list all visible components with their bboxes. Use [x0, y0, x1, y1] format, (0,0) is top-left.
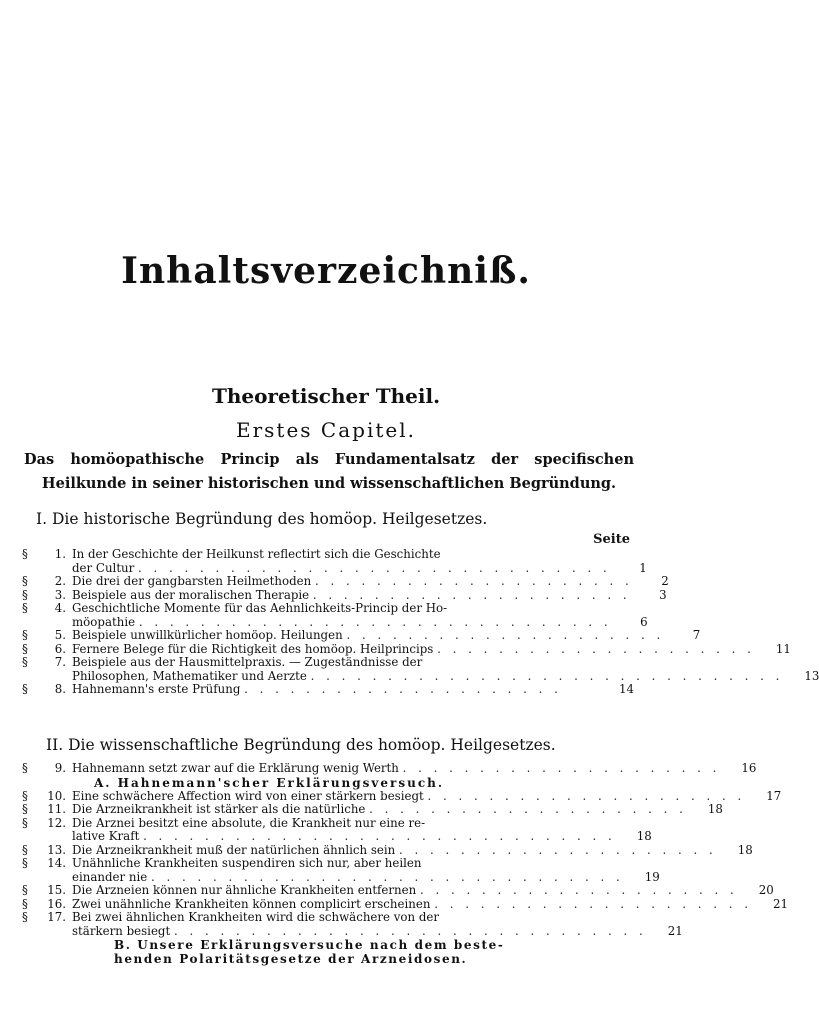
spacer: [36, 616, 72, 630]
leader-dots: . . . . . . . . . . . . . . . . . . . . .: [402, 761, 721, 775]
page-title: Inhaltsverzeichniß.: [121, 250, 531, 292]
section-sign: §: [22, 547, 28, 561]
leader-dots: . . . . . . . . . . . . . . . . . . . . . . . . . . . . . . .: [138, 560, 611, 575]
toc-entry: [22, 911, 634, 925]
spacer: [22, 670, 36, 684]
entry-title: Hahnemann's erste Prüfung . . . . . . . . . . . . . . . . . . . . .: [72, 682, 562, 696]
entry-page: 2: [661, 574, 669, 588]
entry-title: Unähnliche Krankheiten suspendiren sich nur, aber heilen: [72, 856, 422, 870]
entry-page: [598, 656, 634, 670]
entry-number: 11.: [47, 802, 66, 816]
toc-entry: [22, 842, 753, 858]
spacer: [22, 616, 36, 630]
entry-page: [598, 857, 634, 871]
section-sign: §: [22, 815, 28, 830]
spacer: [36, 925, 72, 939]
spacer: [36, 830, 72, 844]
entry-number: 5.: [54, 628, 66, 642]
toc-entry: [22, 817, 634, 831]
entry-title: Die Arzneikrankheit ist stärker als die natürliche . . . . . . . . . . . . . . . . . . . . .: [72, 802, 687, 816]
entry-page: 21: [772, 896, 788, 911]
leader-dots: . . . . . . . . . . . . . . . . . . . . .: [244, 682, 562, 696]
leader-dots: . . . . . . . . . . . . . . . . . . . . . . . . . . . . . . .: [143, 829, 616, 843]
entry-title: Beispiele aus der Hausmittelpraxis. — Zugeständnisse der: [72, 655, 423, 669]
section-sign: §: [22, 910, 28, 924]
entry-title: Geschichtliche Momente für das Aehnlichkeits-Princip der Ho-: [72, 601, 448, 615]
entry-title: Fernere Belege für die Richtigkeit des homöop. Heilprincips . . . . . . . . . . . . . . . . . . . . .: [72, 641, 755, 656]
spacer: [22, 925, 36, 939]
entry-page: [598, 817, 634, 831]
entry-number: 13.: [47, 842, 66, 857]
section-sign: §: [22, 655, 28, 669]
entry-title: Zwei unähnliche Krankheiten können complicirt erscheinen . . . . . . . . . . . . . . . . . . . . .: [72, 896, 752, 911]
entry-page: [598, 911, 634, 925]
entry-page: 20: [758, 883, 774, 897]
entry-page: 3: [659, 587, 667, 602]
subsection-a-heading: A. Hahnemann'scher Erklärungsversuch.: [94, 775, 445, 790]
toc-entry: [22, 883, 774, 898]
entry-page: 16: [741, 761, 757, 775]
section-sign: §: [22, 788, 28, 803]
section-sign: §: [22, 574, 28, 588]
toc-entry: [22, 548, 634, 562]
section-sign: §: [22, 641, 28, 656]
leader-dots: . . . . . . . . . . . . . . . . . . . . .: [434, 896, 752, 911]
entry-title: Beispiele aus der moralischen Therapie . . . . . . . . . . . . . . . . . . . . .: [72, 587, 631, 602]
section-sign: §: [22, 842, 28, 857]
entry-page: 18: [636, 829, 652, 843]
entry-page: 18: [737, 842, 753, 857]
entry-title-continuation: einander nie . . . . . . . . . . . . . . . . . . . . . . . . . . . . . . .: [72, 869, 624, 884]
entry-number: 6.: [54, 641, 66, 656]
leader-dots: . . . . . . . . . . . . . . . . . . . . . . . . . . . . . . .: [138, 614, 612, 629]
chapter-title: Erstes Capitel.: [236, 418, 416, 442]
spacer: [36, 562, 72, 576]
toc-list-section-one: [22, 547, 819, 697]
entry-title-continuation: stärkern besiegt . . . . . . . . . . . . . . . . . . . . . . . . . . . . . . .: [72, 923, 647, 938]
section-one-heading: I. Die historische Begründung des homöop. Heilgesetzes.: [36, 510, 488, 528]
leader-dots: . . . . . . . . . . . . . . . . . . . . . . . . . . . . . . .: [173, 923, 647, 938]
entry-number: 14.: [47, 856, 66, 870]
entry-page: 17: [766, 788, 782, 803]
page-column-header: Seite: [593, 532, 630, 547]
toc-entry: [22, 602, 634, 616]
entry-number: 8.: [54, 682, 66, 696]
entry-number: 3.: [54, 587, 66, 602]
leader-dots: . . . . . . . . . . . . . . . . . . . . .: [312, 587, 631, 602]
toc-entry: [22, 857, 634, 871]
section-sign: §: [22, 628, 28, 642]
leader-dots: . . . . . . . . . . . . . . . . . . . . .: [346, 628, 665, 642]
leader-dots: . . . . . . . . . . . . . . . . . . . . .: [399, 842, 717, 857]
entry-page: 14: [618, 682, 634, 696]
entry-title: Die Arzneikrankheit muß der natürlichen ähnlich sein . . . . . . . . . . . . . . . . . . . . .: [72, 842, 717, 857]
chapter-description: Das homöopathische Princip als Fundamentalsatz der specifischen Heilkunde in seiner historischen und wissenschaftlichen Begründung.: [24, 451, 634, 492]
entry-page: [598, 548, 634, 562]
toc-entry: [22, 656, 634, 670]
entry-title: Die Arzneien können nur ähnliche Krankheiten entfernen . . . . . . . . . . . . . . . . . . . . .: [72, 883, 738, 897]
entry-title: Hahnemann setzt zwar auf die Erklärung wenig Werth . . . . . . . . . . . . . . . . . . . . .: [72, 761, 721, 775]
toc-entry-continuation: [22, 869, 660, 885]
entry-title: Beispiele unwillkürlicher homöop. Heilungen . . . . . . . . . . . . . . . . . . . . .: [72, 628, 665, 642]
toc-entry: [22, 574, 669, 589]
entry-title-continuation: Philosophen, Mathematiker und Aerzte . . . . . . . . . . . . . . . . . . . . . . . . . . . . . . .: [72, 668, 784, 683]
leader-dots: . . . . . . . . . . . . . . . . . . . . .: [437, 641, 755, 656]
subsection-b-heading-continuation: henden Polaritätsgesetze der Arzneidosen.: [114, 952, 468, 966]
part-title: Theoretischer Theil.: [211, 384, 441, 408]
subsection-b-heading: B. Unsere Erklärungsversuche nach dem beste-: [114, 938, 505, 952]
toc-entry: [22, 628, 701, 643]
toc-entry-continuation: [22, 668, 819, 684]
section-two-heading: II. Die wissenschaftliche Begründung des homöop. Heilgesetzes.: [46, 736, 556, 754]
spacer: [22, 830, 36, 844]
entry-number: 4.: [54, 601, 66, 615]
entry-page: 1: [639, 560, 647, 575]
spacer: [36, 670, 72, 684]
entry-page: 11: [775, 641, 791, 656]
section-sign: §: [22, 883, 28, 897]
entry-title: Bei zwei ähnlichen Krankheiten wird die schwächere von der: [72, 910, 440, 924]
toc-entry-continuation: [22, 560, 647, 576]
toc-entry: [22, 587, 667, 603]
toc-list-section-two: [22, 761, 788, 966]
entry-number: 9.: [54, 761, 66, 775]
entry-page: 19: [644, 869, 660, 884]
entry-title-continuation: möopathie . . . . . . . . . . . . . . . . . . . . . . . . . . . . . . .: [72, 614, 612, 629]
toc-entry: [22, 683, 634, 697]
entry-page: 7: [692, 628, 701, 642]
toc-entry: [22, 641, 791, 657]
toc-entry: [22, 802, 723, 817]
entry-title-continuation: lative Kraft . . . . . . . . . . . . . . . . . . . . . . . . . . . . . . .: [72, 829, 616, 843]
section-sign: §: [22, 587, 28, 602]
leader-dots: . . . . . . . . . . . . . . . . . . . . .: [369, 802, 687, 816]
entry-title: Eine schwächere Affection wird von einer stärkern besiegt . . . . . . . . . . . . . . . . . . . . .: [72, 788, 746, 803]
toc-entry: [22, 788, 782, 804]
entry-number: 2.: [54, 574, 66, 588]
spacer: [22, 871, 36, 885]
entry-page: 6: [640, 614, 648, 629]
toc-entry: [22, 761, 757, 776]
spacer: [22, 562, 36, 576]
entry-page: 21: [667, 923, 683, 938]
entry-number: 12.: [47, 815, 66, 830]
section-sign: §: [22, 802, 28, 816]
section-sign: §: [22, 896, 28, 911]
toc-entry: [22, 896, 788, 912]
spacer: [36, 871, 72, 885]
entry-number: 10.: [47, 788, 66, 803]
entry-page: 18: [707, 802, 723, 816]
entry-title: In der Geschichte der Heilkunst reflectirt sich die Geschichte: [72, 547, 441, 561]
toc-entry-continuation: [22, 829, 652, 844]
section-sign: §: [22, 682, 28, 696]
entry-page: 13: [804, 668, 819, 683]
entry-number: 15.: [47, 883, 66, 897]
entry-number: 1.: [54, 547, 66, 561]
entry-title: Die Arznei besitzt eine absolute, die Krankheit nur eine re-: [72, 815, 426, 830]
toc-entry-continuation: [22, 614, 648, 630]
entry-page: [598, 602, 634, 616]
entry-title: Die drei der gangbarsten Heilmethoden . . . . . . . . . . . . . . . . . . . . .: [72, 574, 633, 588]
entry-number: 7.: [54, 655, 66, 669]
leader-dots: . . . . . . . . . . . . . . . . . . . . .: [419, 883, 738, 897]
leader-dots: . . . . . . . . . . . . . . . . . . . . . . . . . . . . . . .: [151, 869, 624, 884]
toc-entry-continuation: [22, 923, 683, 939]
leader-dots: . . . . . . . . . . . . . . . . . . . . .: [314, 574, 633, 588]
entry-number: 16.: [47, 896, 66, 911]
entry-title-continuation: der Cultur . . . . . . . . . . . . . . . . . . . . . . . . . . . . . . .: [72, 560, 611, 575]
leader-dots: . . . . . . . . . . . . . . . . . . . . . . . . . . . . . . .: [310, 668, 784, 683]
leader-dots: . . . . . . . . . . . . . . . . . . . . .: [427, 788, 746, 803]
section-sign: §: [22, 601, 28, 615]
entry-number: 17.: [47, 910, 66, 924]
section-sign: §: [22, 761, 28, 775]
section-sign: §: [22, 856, 28, 870]
